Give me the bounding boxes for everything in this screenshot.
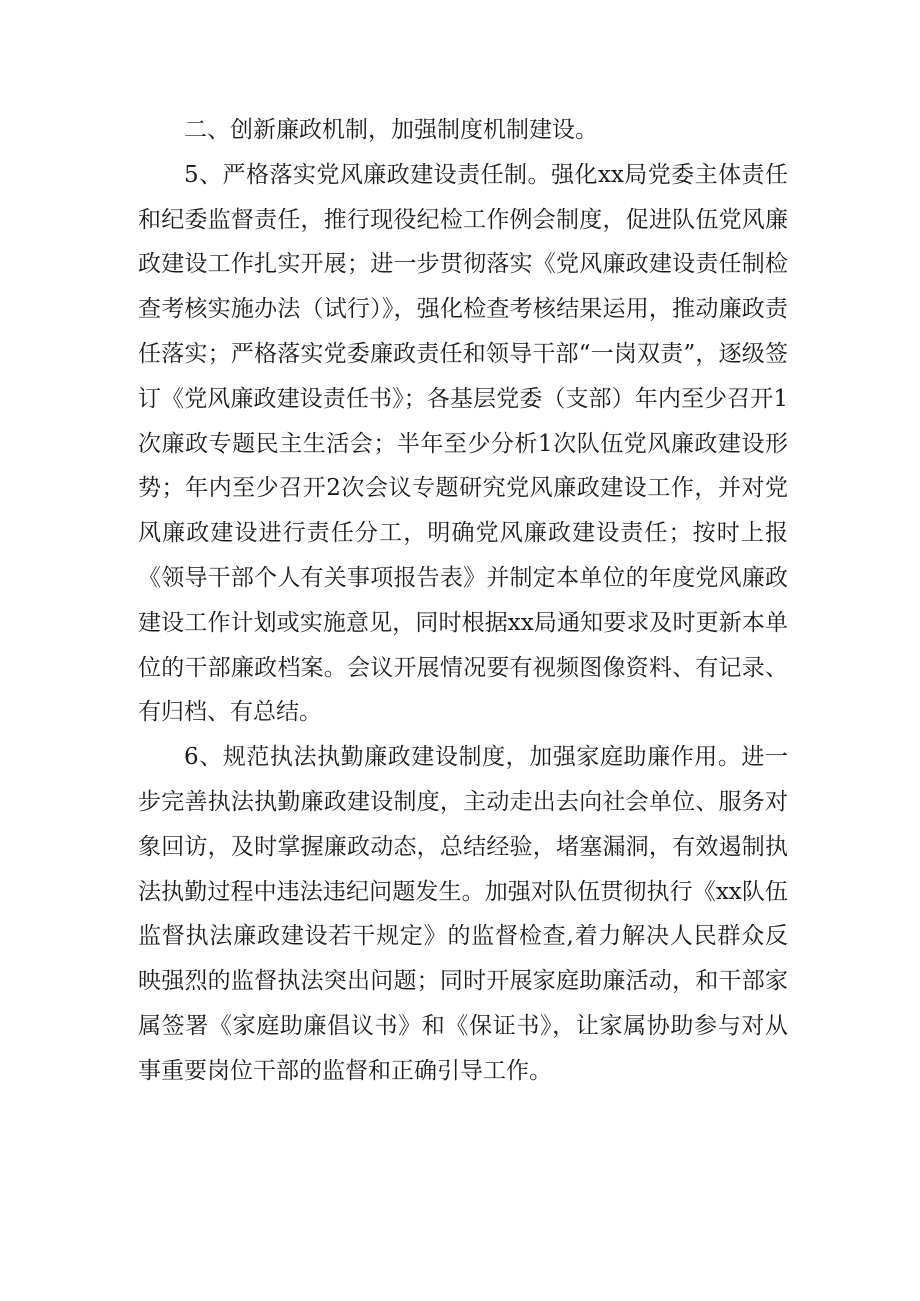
paragraph-item-5: 5、严格落实党风廉政建设责任制。强化xx局党委主体责任和纪委监督责任，推行现役纪检工作例会制度，促进队伍党风廉政建设工作扎实开展；进一步贯彻落实《党风廉政建设责任制检查考核实施办法（试行）》，强化检查考核结果运用，推动廉政责任落实；严格落实党委廉政责任和领导干部“一岗双责”，逐级签订《党风廉政建设责任书》；各基层党委（支部）年内至少召开1次廉政专题民主生活会；半年至少分析1次队伍党风廉政建设形势；年内至少召开2次会议专题研究党风廉政建设工作，并对党风廉政建设进行责任分工，明确党风廉政建设责任；按时上报《领导干部个人有关事项报告表》并制定本单位的年度党风廉政建设工作计划或实施意见，同时根据xx局通知要求及时更新本单位的干部廉政档案。会议开展情况要有视频图像资料、有记录、有归档、有总结。 <box>138 161 788 726</box>
section-heading: 二、创新廉政机制，加强制度机制建设。 <box>184 117 598 143</box>
paragraph-item-6: 6、规范执法执勤廉政建设制度，加强家庭助廉作用。进一步完善执法执勤廉政建设制度，主动走出去向社会单位、服务对象回访，及时掌握廉政动态，总结经验，堵塞漏洞，有效遏制执法执勤过程中违法违纪问题发生。加强对队伍贯彻执行《xx队伍监督执法廉政建设若干规定》的监督检查,着力解决人民群众反映强烈的监督执法突出问题；同时开展家庭助廉活动，和干部家属签署《家庭助廉倡议书》和《保证书》，让家属协助参与对从事重要岗位干部的监督和正确引导工作。 <box>138 744 788 1084</box>
document-body <box>138 108 788 1094</box>
